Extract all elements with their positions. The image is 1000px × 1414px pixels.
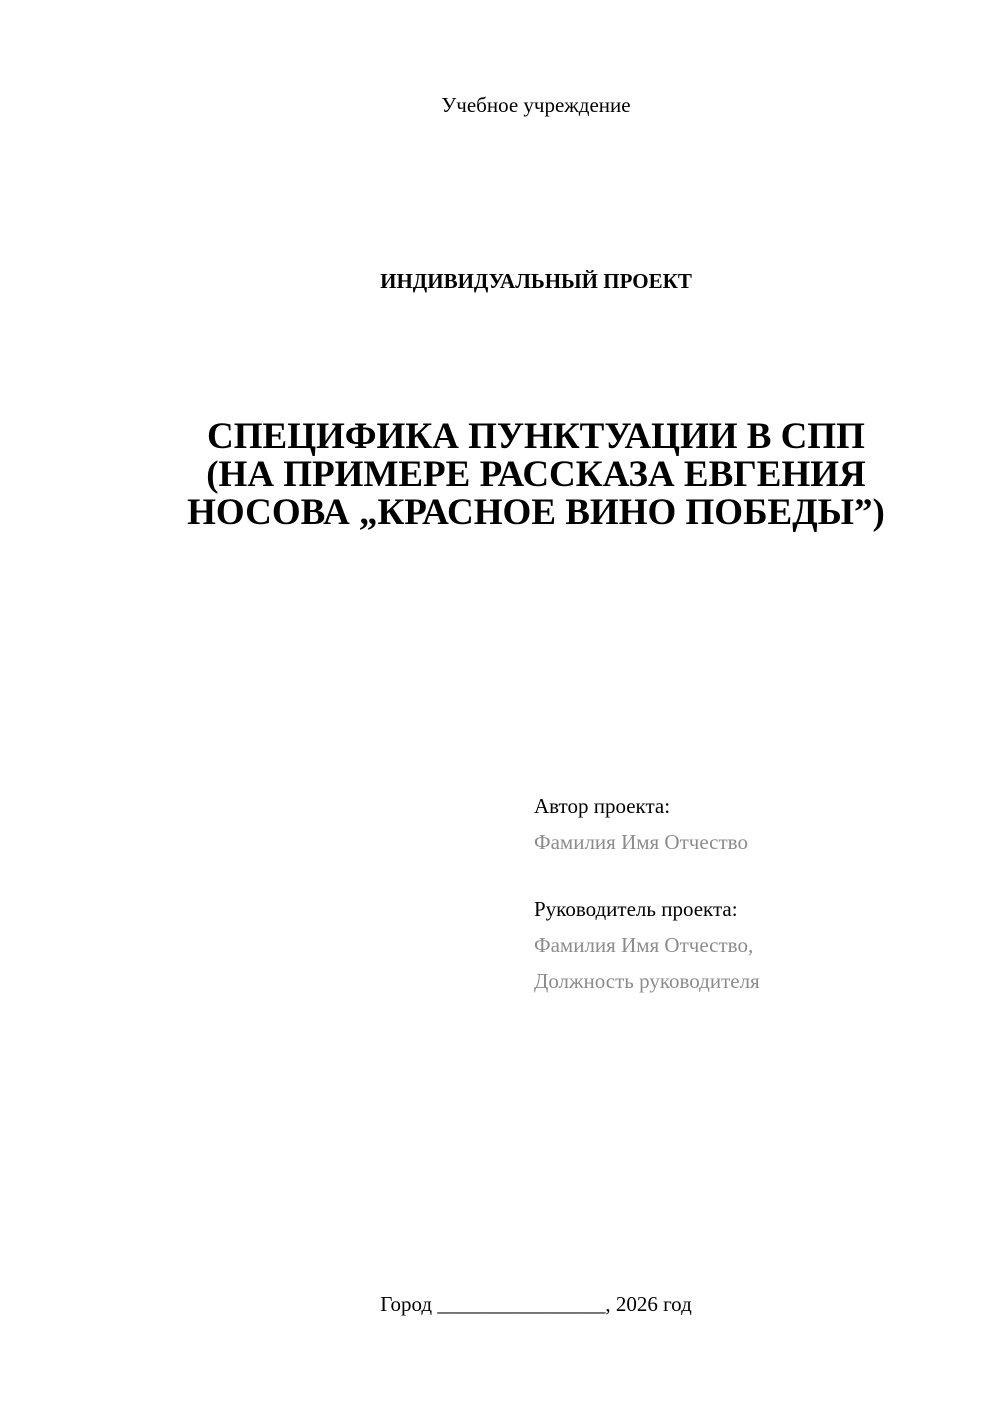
institution-name: Учебное учреждение bbox=[441, 93, 631, 117]
supervisor-label: Руководитель проекта: bbox=[534, 897, 738, 921]
city-year-footer: Город ________________, 2026 год bbox=[380, 1292, 692, 1316]
credits-spacer bbox=[534, 860, 954, 891]
project-title-line-3: НОСОВА „КРАСНОЕ ВИНО ПОБЕДЫ”) bbox=[187, 492, 885, 533]
author-label: Автор проекта: bbox=[534, 794, 671, 818]
supervisor-position: Должность руководителя bbox=[534, 969, 760, 993]
author-name: Фамилия Имя Отчество bbox=[534, 830, 748, 854]
supervisor-name: Фамилия Имя Отчество, bbox=[534, 933, 754, 957]
project-title-line-2: (НА ПРИМЕРЕ РАССКАЗА ЕВГЕНИЯ bbox=[206, 454, 866, 495]
project-title-line-1: СПЕЦИФИКА ПУНКТУАЦИИ В СПП bbox=[207, 416, 865, 457]
project-type-heading: ИНДИВИДУАЛЬНЫЙ ПРОЕКТ bbox=[380, 269, 692, 293]
project-credits bbox=[534, 788, 954, 999]
project-title bbox=[136, 418, 936, 532]
